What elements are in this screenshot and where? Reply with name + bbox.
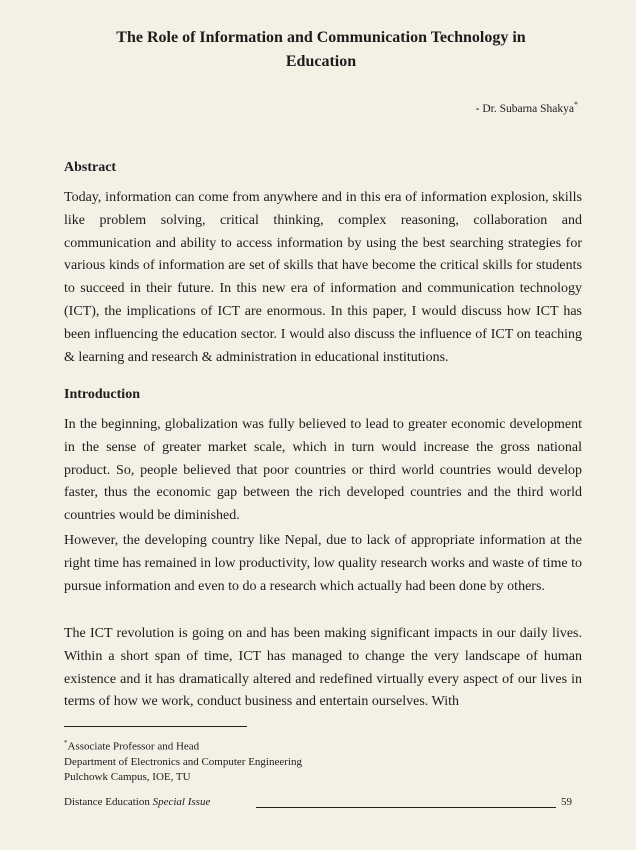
author-text: - Dr. Subarna Shakya <box>475 102 574 115</box>
author-footnote-mark: * <box>574 100 578 109</box>
intro-paragraph-3: The ICT revolution is going on and has been making significant impacts in our daily lives. Within a short span of time, ICT has managed to change the very landscape of human existence and it has dramatically altered and redefined virtually every aspect of our lives in terms of how we work, conduct business and entertain ourselves. With <box>64 626 582 710</box>
author-name <box>476 100 578 115</box>
footnote-line-2: Department of Electronics and Computer Engineering <box>64 755 302 768</box>
title-line-2: Education <box>285 53 357 70</box>
footnote-position: Associate Professor and Head <box>67 740 200 753</box>
footnote-mark: * <box>64 739 68 747</box>
intro-paragraph-1: In the beginning, globalization was fully believed to lead to greater economic development in the sense of greater market scale, which in turn would increase the gross national product. So, people believed that poor countries or third world countries would develop faster, thus the economic gap between the rich developed countries and the third world countries would be diminished. <box>64 417 582 524</box>
journal-issue: Special Issue <box>152 796 211 808</box>
abstract-heading: Abstract <box>64 160 117 175</box>
title-line-1: The Role of Information and Communication Technology in <box>116 29 526 46</box>
footnote-line-3: Pulchowk Campus, IOE, TU <box>64 770 191 783</box>
page-footer <box>64 796 582 812</box>
intro-paragraph-2: However, the developing country like Nepal, due to lack of appropriate information at the right time has remained in low productivity, low quality research works and waste of time to pursue information and even to do a research which actually had been done by others. <box>64 533 582 594</box>
footnote-rule <box>64 726 247 727</box>
introduction-heading: Introduction <box>64 387 140 402</box>
paper-title <box>60 26 582 74</box>
author-footnote <box>64 736 302 785</box>
journal-title: Distance Education <box>64 796 150 808</box>
page-number: 59 <box>561 796 572 808</box>
footer-rule <box>256 807 556 808</box>
journal-name <box>64 796 210 808</box>
footnote-line-1 <box>64 736 302 755</box>
abstract-paragraph: Today, information can come from anywhere and in this era of information explosion, skills like problem solving, critical thinking, complex reasoning, collaboration and communication and ability to access information by using the best searching strategies for various kinds of information are set of skills that have become the critical skills for students to succeed in their future. In this new era of information and communication technology (ICT), the implications of ICT are enormous. In this paper, I would discuss how ICT has been influencing the education sector. I would also discuss the influence of ICT on teaching & learning and research & administration in educational institutions. <box>64 190 582 365</box>
